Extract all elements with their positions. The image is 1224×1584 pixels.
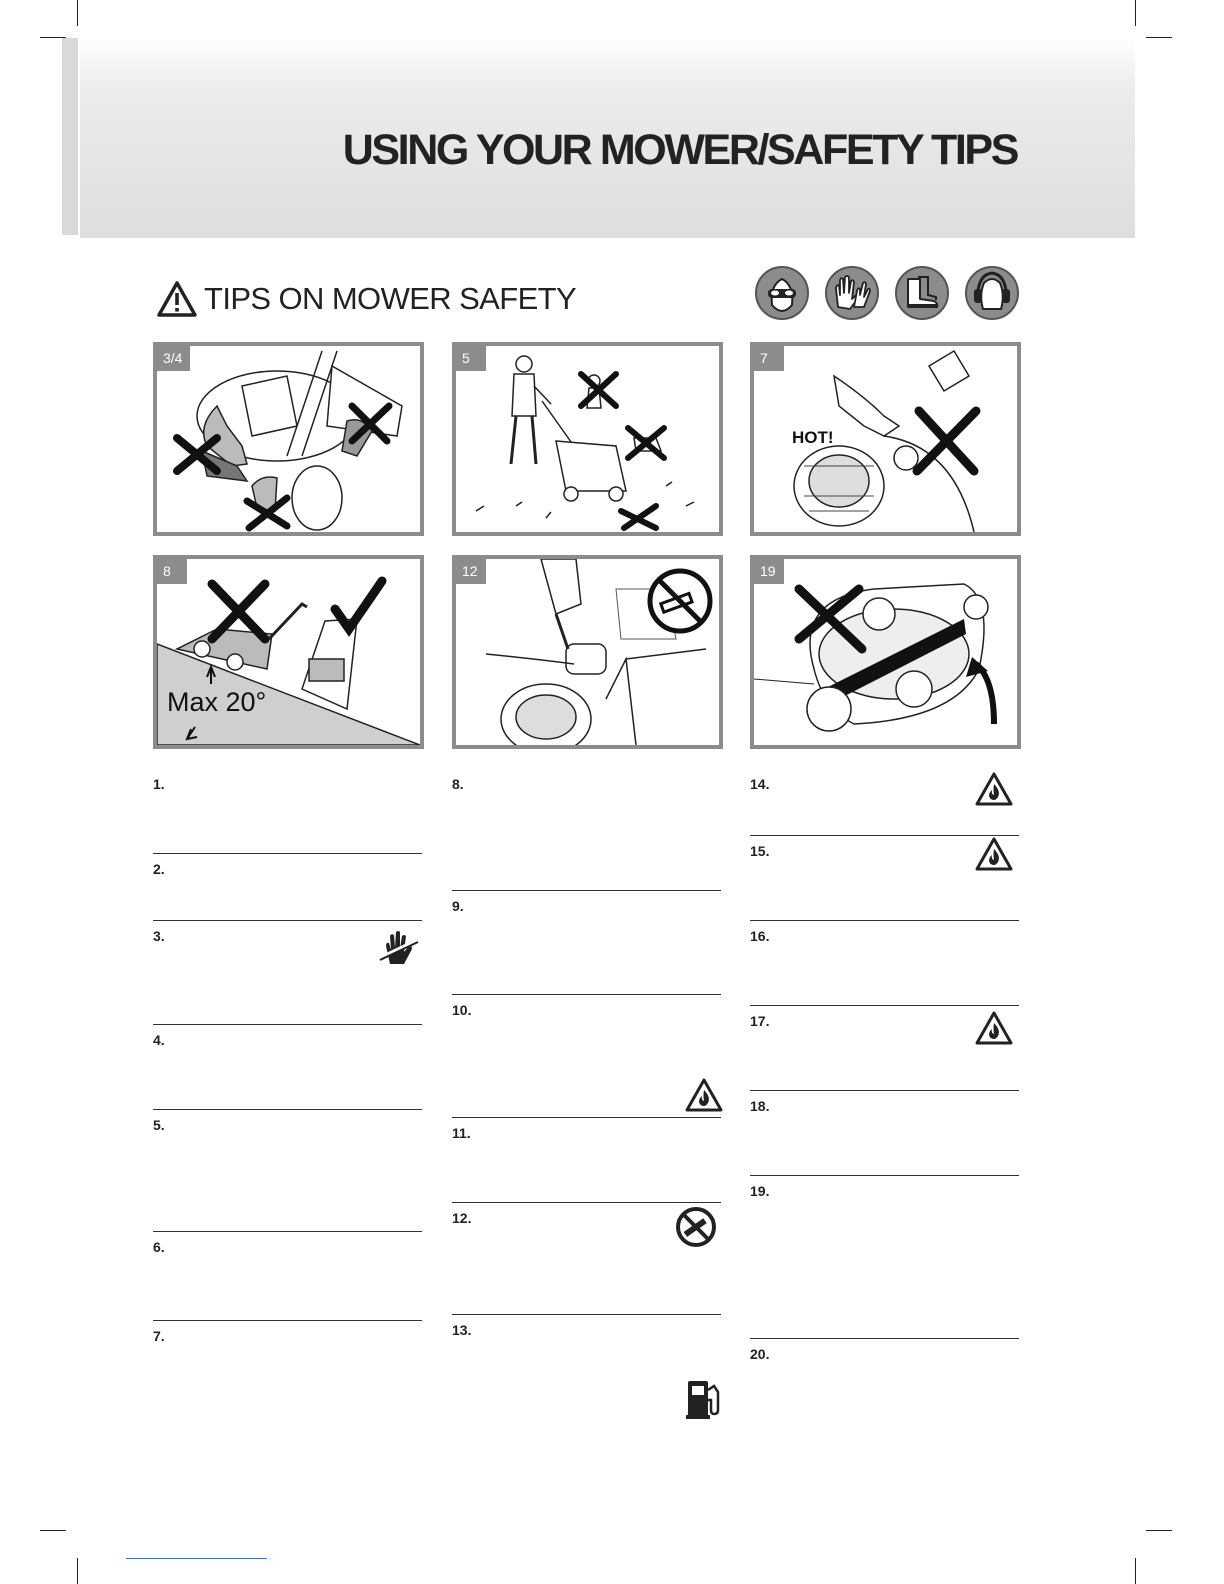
illustration-panel-19	[750, 555, 1021, 749]
illustration-panel-7	[750, 342, 1021, 536]
illustration-panel-3-4	[153, 342, 424, 536]
mower-bystanders-illustration	[456, 346, 719, 532]
gloves-icon	[824, 265, 880, 321]
footer-link-line	[126, 1558, 267, 1559]
tip-divider	[153, 920, 422, 921]
safety-tip-15	[750, 837, 1019, 921]
crop-mark	[77, 1558, 78, 1584]
panel-label: 5	[456, 346, 486, 371]
section-heading	[156, 280, 576, 318]
tip-divider	[750, 1338, 1019, 1339]
safety-tip-17	[750, 1007, 1019, 1091]
mower-feet-hands-illustration	[157, 346, 420, 532]
tip-divider	[153, 853, 422, 854]
tip-number: 1.	[153, 776, 165, 792]
tip-divider	[750, 1005, 1019, 1006]
tip-number: 16.	[750, 928, 770, 944]
flammable-warning-icon	[685, 1078, 723, 1112]
crop-mark	[1135, 0, 1136, 26]
section-heading-text: TIPS ON MOWER SAFETY	[204, 281, 577, 316]
fuel-pump-icon	[685, 1378, 721, 1420]
tip-number: 11.	[452, 1125, 471, 1141]
tip-number: 19.	[750, 1183, 770, 1199]
illustration-panel-12	[452, 555, 723, 749]
safety-tip-18	[750, 1092, 1019, 1176]
flammable-warning-icon	[975, 837, 1013, 871]
tip-number: 13.	[452, 1322, 472, 1338]
tip-number: 18.	[750, 1098, 770, 1114]
safety-tip-1	[153, 770, 422, 854]
illustration-panel-5	[452, 342, 723, 536]
safety-tip-12	[452, 1204, 721, 1315]
tip-number: 12.	[452, 1210, 472, 1226]
tip-divider	[153, 1231, 422, 1232]
refueling-no-smoking-illustration	[456, 559, 719, 745]
safety-tip-7	[153, 1322, 422, 1402]
crop-mark	[1146, 37, 1172, 38]
safety-tip-10	[452, 996, 721, 1118]
slope-callout: Max 20°	[167, 687, 267, 717]
tip-number: 2.	[153, 861, 165, 877]
safety-tip-6	[153, 1233, 422, 1321]
tip-number: 9.	[452, 898, 464, 914]
tip-number: 8.	[452, 776, 464, 792]
tip-divider	[452, 994, 721, 995]
safety-tip-5	[153, 1111, 422, 1232]
safety-goggles-icon	[754, 265, 810, 321]
flammable-warning-icon	[975, 1011, 1013, 1045]
tip-number: 7.	[153, 1328, 165, 1344]
tip-divider	[452, 1117, 721, 1118]
page-title: USING YOUR MOWER/SAFETY TIPS	[342, 126, 1017, 174]
safety-boots-icon	[894, 265, 950, 321]
flammable-warning-icon	[975, 772, 1013, 806]
tip-divider	[750, 1090, 1019, 1091]
tip-divider	[153, 1320, 422, 1321]
tip-number: 4.	[153, 1032, 165, 1048]
safety-tip-4	[153, 1026, 422, 1110]
safety-tip-3	[153, 922, 422, 1025]
safety-tip-9	[452, 892, 721, 995]
panel-label: 19	[754, 559, 784, 584]
tip-divider	[452, 1314, 721, 1315]
panel-label: 12	[456, 559, 486, 584]
illustration-panel-8	[153, 555, 424, 749]
tip-divider	[750, 835, 1019, 836]
tip-number: 17.	[750, 1013, 770, 1029]
tip-divider	[452, 890, 721, 891]
panel-label: 7	[754, 346, 784, 371]
safety-tip-14	[750, 770, 1019, 836]
safety-tip-13	[452, 1316, 721, 1426]
safety-tip-8	[452, 770, 721, 891]
safety-tip-2	[153, 855, 422, 921]
tip-number: 10.	[452, 1002, 472, 1018]
crop-mark	[77, 0, 78, 26]
warning-triangle-icon	[156, 280, 198, 318]
crop-mark	[1146, 1530, 1172, 1531]
tip-number: 14.	[750, 776, 770, 792]
safety-tip-16	[750, 922, 1019, 1006]
tip-divider	[750, 920, 1019, 921]
tip-number: 20.	[750, 1346, 770, 1362]
no-smoking-icon	[675, 1206, 717, 1248]
tip-number: 6.	[153, 1239, 165, 1255]
panel-label: 8	[157, 559, 187, 584]
tip-divider	[153, 1109, 422, 1110]
tip-number: 3.	[153, 928, 165, 944]
tip-divider	[750, 1175, 1019, 1176]
crop-mark	[40, 1530, 66, 1531]
safety-tip-19	[750, 1177, 1019, 1339]
crop-mark	[1135, 1558, 1136, 1584]
panel-label: 3/4	[157, 346, 190, 371]
no-hands-icon	[378, 928, 420, 968]
safety-tip-20	[750, 1340, 1019, 1420]
tip-divider	[452, 1202, 721, 1203]
header-side-bar	[62, 38, 78, 235]
tip-divider	[153, 1024, 422, 1025]
ear-protection-icon	[964, 265, 1020, 321]
tip-number: 5.	[153, 1117, 165, 1133]
tilted-mower-blade-illustration	[754, 559, 1017, 745]
tip-number: 15.	[750, 843, 770, 859]
safety-tip-11	[452, 1119, 721, 1203]
hot-callout: HOT!	[792, 428, 834, 447]
